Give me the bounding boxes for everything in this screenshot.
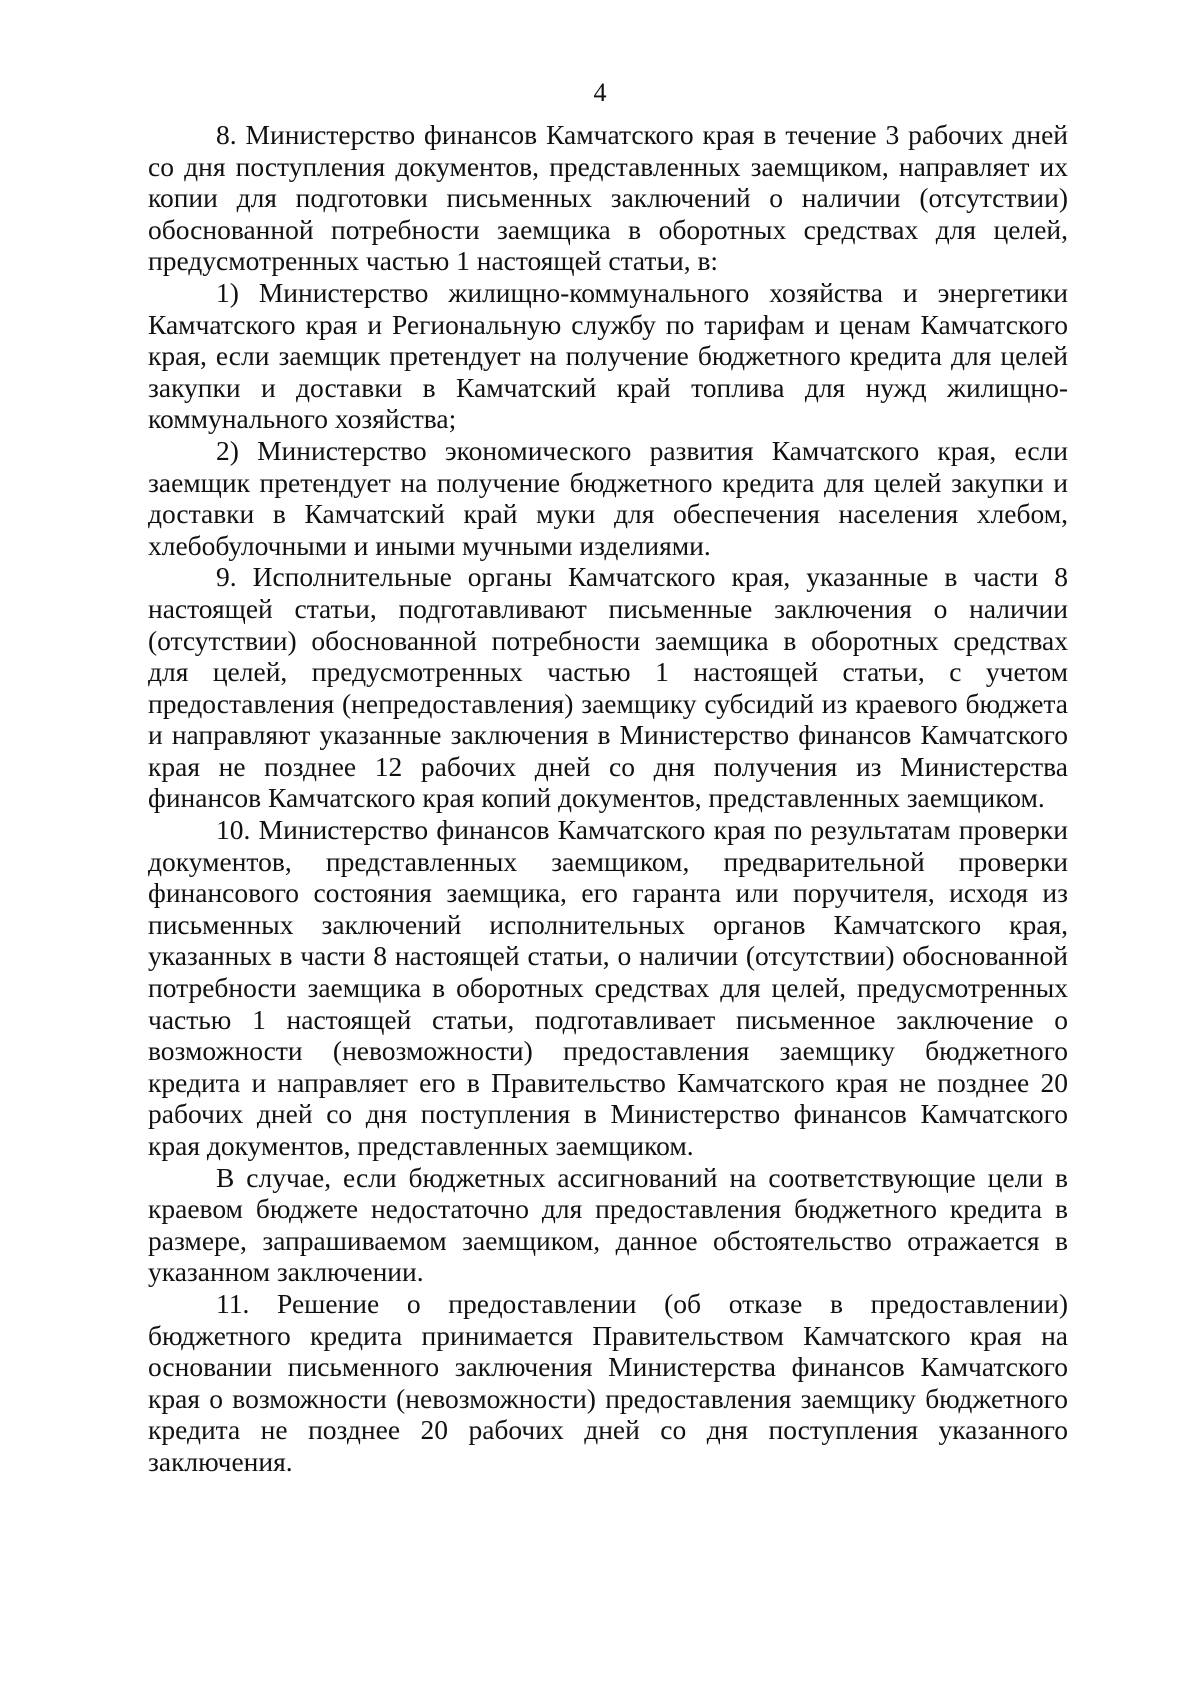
paragraph-8-item-1: 1) Министерство жилищно-коммунального хозяйства и энергетики Камчатского края и Региональную службу по тарифам и ценам Камчатского края, если заемщик претендует на получение бюджетного кредита для целей закупки и доставки в Камчатский край топлива для нужд жилищно-коммунального хозяйства; [148, 276, 1068, 435]
paragraph-8: 8. Министерство финансов Камчатского края в течение 3 рабочих дней со дня поступления документов, представленных заемщиком, направляет их копии для подготовки письменных заключений о наличии (отсутствии) обоснованной потребности заемщика в оборотных средствах для целей, предусмотренных частью 1 настоящей статьи, в: [148, 119, 1068, 277]
paragraph-11: 11. Решение о предоставлении (об отказе в предоставлении) бюджетного кредита принимается Правительством Камчатского края на основании письменного заключения Министерства финансов Камчатского края о возможности (невозможности) предоставления заемщику бюджетного кредита не позднее 20 рабочих дней со дня поступления указанного заключения. [148, 1287, 1068, 1477]
page-number: 4 [593, 78, 607, 107]
document-body [148, 119, 1068, 1478]
paragraph-10-addendum: В случае, если бюджетных ассигнований на соответствующие цели в краевом бюджете недостаточно для предоставления бюджетного кредита в размере, запрашиваемом заемщиком, данное обстоятельство отражается в указанном заключении. [148, 1161, 1068, 1288]
paragraph-9: 9. Исполнительные органы Камчатского края, указанные в части 8 настоящей статьи, подготавливают письменные заключения о наличии (отсутствии) обоснованной потребности заемщика в оборотных средствах для целей, предусмотренных частью 1 настоящей статьи, с учетом предоставления (непредоставления) заемщику субсидий из краевого бюджета и направляют указанные заключения в Министерство финансов Камчатского края не позднее 12 рабочих дней со дня получения из Министерства финансов Камчатского края копий документов, представленных заемщиком. [148, 561, 1068, 814]
paragraph-8-item-2: 2) Министерство экономического развития Камчатского края, если заемщик претендует на получение бюджетного кредита для целей закупки и доставки в Камчатский край муки для обеспечения населения хлебом, хлебобулочными и иными мучными изделиями. [148, 434, 1068, 561]
paragraph-10: 10. Министерство финансов Камчатского края по результатам проверки документов, представленных заемщиком, предварительной проверки финансового состояния заемщика, его гаранта или поручителя, исходя из письменных заключений исполнительных органов Камчатского края, указанных в части 8 настоящей статьи, о наличии (отсутствии) обоснованной потребности заемщика в оборотных средствах для целей, предусмотренных частью 1 настоящей статьи, подготавливает письменное заключение о возможности (невозможности) предоставления заемщику бюджетного кредита и направляет его в Правительство Камчатского края не позднее 20 рабочих дней со дня поступления в Министерство финансов Камчатского края документов, представленных заемщиком. [148, 814, 1068, 1161]
